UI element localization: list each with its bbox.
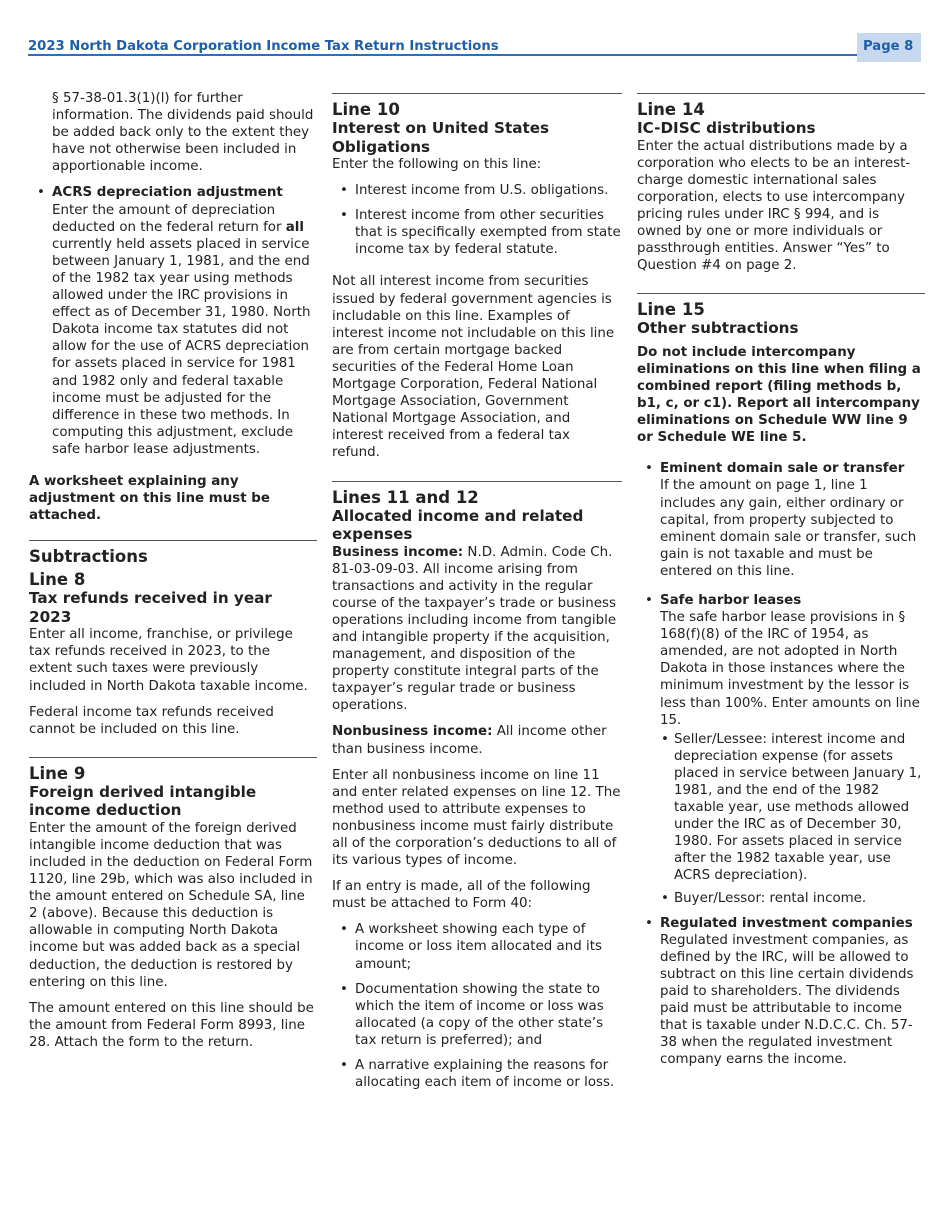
line-9-paragraph-1: Enter the amount of the foreign derived intangible income deduction that was included in the deduction on Federal Form 1120, line 29b, which was also included in the amount entered on Schedule SA, line 2 (above). Because this deduction is allowable in computing North Dakota income but was added back as a special deduction, the deduction is restored by entering on this line.: [29, 820, 313, 990]
page-number-tab: [857, 33, 921, 62]
section-divider: [29, 540, 317, 541]
safe-harbor-text: The safe harbor lease provisions in § 168(f)(8) of the IRC of 1954, as amended, are not adopted in North Dakota in those instances where the minimum investment by the lessor is less than 100%. Enter amounts on line 15.: [660, 610, 920, 728]
line-14-subtitle: IC-DISC distributions: [637, 119, 816, 137]
acrs-list: [29, 184, 317, 458]
attachments-list: [332, 921, 622, 1091]
list-item: [637, 592, 925, 907]
line-9-paragraph-2: The amount entered on this line should be the amount from Federal Form 8993, line 28. Attach the form to the return.: [29, 1000, 314, 1050]
section-divider: [332, 93, 622, 94]
lines-11-12-heading: Lines 11 and 12: [332, 487, 479, 507]
column-2: [332, 93, 622, 1100]
page-number: Page 8: [863, 39, 914, 54]
line-15-list: [637, 460, 925, 1068]
line-10-heading: Line 10: [332, 100, 400, 119]
section-divider: [637, 93, 925, 94]
worksheet-note: A worksheet explaining any adjustment on this line must be attached.: [29, 473, 270, 524]
list-item: • Seller/Lessee: interest income and depreciation expense (for assets placed in service between January 1, 1981, and the end of the 1982 taxable year, use methods allowed under the IRC as of December 30, 1980. For assets placed in service after the 1982 taxable year, use ACRS depreciation).: [660, 731, 925, 885]
list-item: • Buyer/Lessor: rental income.: [660, 890, 925, 907]
list-item: • A narrative explaining the reasons for allocating each item of income or loss.: [332, 1057, 622, 1091]
column-3: [637, 93, 925, 1078]
nonbusiness-income-label: Nonbusiness income:: [332, 724, 493, 740]
line-8-subtitle: Tax refunds received in year 2023: [29, 589, 272, 626]
line-15-heading: Line 15: [637, 300, 705, 320]
lines-11-12-subtitle: Allocated income and related expenses: [332, 506, 584, 543]
eminent-domain-title: Eminent domain sale or transfer: [660, 461, 905, 477]
subtractions-heading: Subtractions: [29, 547, 148, 567]
lines-11-12-paragraph-3: Enter all nonbusiness income on line 11 and enter related expenses on line 12. The method used to attribute expenses to nonbusiness income must fairly distribute all of the corporation’s deductions to all of its various types of income.: [332, 767, 621, 869]
line-10-paragraph-2: Not all interest income from securities issued by federal government agencies is includable on this line. Examples of interest income not includable on this line are from certain mortgage backed securities of the Federal Home Loan Mortgage Corporation, Federal National Mortgage Association, Government National Mortgage Association, and interest received from a federal tax refund.: [332, 274, 615, 461]
column-1: [29, 90, 317, 1060]
line-8-paragraph-1: Enter all income, franchise, or privilege tax refunds received in 2023, to the extent such taxes were previously included in North Dakota taxable income.: [29, 627, 308, 694]
page-header: [28, 36, 921, 56]
eminent-domain-text: If the amount on page 1, line 1 includes any gain, either ordinary or capital, from property subjected to eminent domain sale or transfer, such gain is not taxable and must be entered on this line.: [660, 478, 917, 579]
line-14-heading: Line 14: [637, 100, 705, 119]
list-item: [637, 460, 925, 580]
acrs-text-1: Enter the amount of depreciation deducted on the federal return for: [52, 202, 286, 235]
line-10-subtitle: Interest on United States Obligations: [332, 119, 550, 156]
line-9-subtitle: Foreign derived intangible income deduction: [29, 782, 257, 820]
line-8-heading: Line 8: [29, 570, 86, 590]
ric-title: Regulated investment companies: [660, 915, 913, 931]
continued-text: § 57-38-01.3(1)(l) for further information. The dividends paid should be added back only to the extent they have not otherwise been included in apportionable income.: [52, 91, 314, 175]
acrs-text-bold: all: [285, 219, 304, 235]
line-8-paragraph-2: Federal income tax refunds received cannot be included on this line.: [29, 704, 274, 737]
list-item: [637, 915, 925, 1069]
line-10-intro: Enter the following on this line:: [332, 157, 542, 172]
list-item: [29, 184, 317, 458]
line-10-list: [332, 182, 622, 258]
line-15-subtitle: Other subtractions: [637, 319, 799, 338]
list-item: • Interest income from other securities that is specifically exempted from state income tax by federal statute.: [332, 207, 622, 258]
list-item: • Documentation showing the state to which the item of income or loss was allocated (a copy of the other state’s tax return is preferred); and: [332, 981, 622, 1049]
line-15-warning: Do not include intercompany eliminations on this line when filing a combined report (filing methods b, b1, c, or c1). Report all intercompany eliminations on Schedule WW line 9 or Schedule WE line 5.: [637, 344, 921, 446]
document-title: 2023 North Dakota Corporation Income Tax Return Instructions: [28, 39, 499, 54]
line-9-heading: Line 9: [29, 763, 86, 783]
safe-harbor-sublist: [660, 731, 925, 907]
nonbusiness-income-text: All income other than business income.: [332, 724, 607, 757]
list-item: • A worksheet showing each type of income or loss item allocated and its amount;: [332, 921, 622, 972]
nonbusiness-income-paragraph: [332, 723, 622, 757]
acrs-text-2: currently held assets placed in service between January 1, 1981, and the end of the 1982 tax year using methods allowed under the IRC provisions in effect as of December 31, 1980. North Dakota income tax statutes did not allow for the use of ACRS depreciation for assets placed in service for 1981 and 1982 only and federal taxable income must be adjusted for the difference in these two methods. In computing this adjustment, exclude safe harbor lease adjustments.: [52, 236, 311, 457]
business-income-paragraph: [332, 544, 622, 715]
section-divider: [332, 481, 622, 482]
safe-harbor-title: Safe harbor leases: [660, 592, 802, 608]
list-item: • Interest income from U.S. obligations.: [332, 182, 622, 199]
section-divider: [29, 757, 317, 758]
business-income-label: Business income:: [332, 544, 464, 560]
business-income-text: N.D. Admin. Code Ch. 81-03-09-03. All income arising from transactions and activity in the regular course of the taxpayer’s trade or business operations including income from tangible and intangible property if the acquisition, management, and disposition of the property constitute integral parts of the taxpayer’s regular trade or business operations.: [332, 544, 617, 714]
ric-text: Regulated investment companies, as defined by the IRC, will be allowed to subtract on this line certain dividends paid to shareholders. The dividends paid must be attributable to income that is taxable under N.D.C.C. Ch. 57-38 when the regulated investment company earns the income.: [660, 932, 914, 1068]
acrs-title: ACRS depreciation adjustment: [52, 185, 283, 201]
lines-11-12-paragraph-4: If an entry is made, all of the following must be attached to Form 40:: [332, 879, 591, 912]
header-rule: [28, 54, 921, 56]
line-14-paragraph: Enter the actual distributions made by a corporation who elects to be an interest-charge domestic international sales corporation, elects to use intercompany pricing rules under IRC § 994, and is owned by one or more individuals or passthrough entities. Answer “Yes” to Question #4 on page 2.: [637, 138, 911, 274]
section-divider: [637, 293, 925, 294]
